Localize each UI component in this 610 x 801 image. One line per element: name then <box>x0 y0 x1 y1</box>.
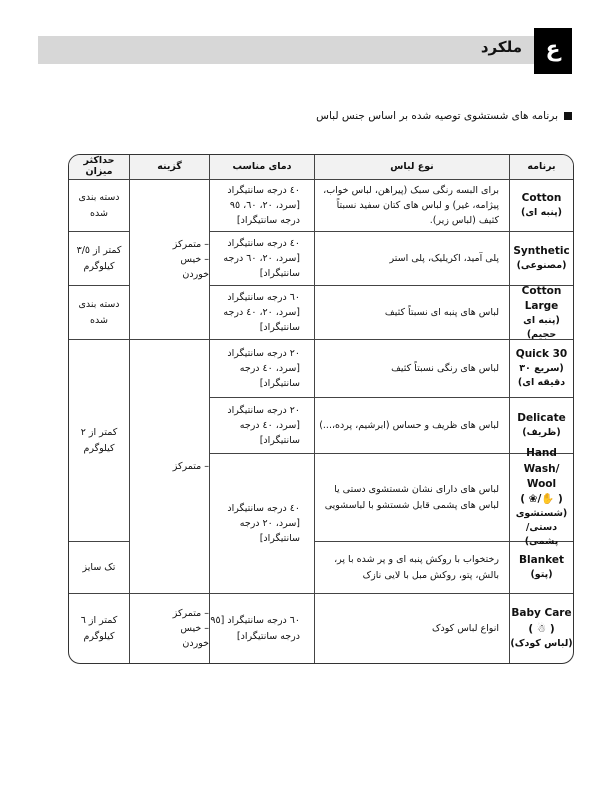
capacity: کمتر از ٢ کیلوگرم <box>80 427 118 454</box>
handwash-wool-icon: ( ✋/❀ ) <box>520 493 563 506</box>
fabric-type: لباس های پنبه ای نسبتاً کثیف <box>384 306 499 318</box>
program-name-fa: (سریع ٣٠ دقیقه ای) <box>517 363 566 389</box>
wash-program-table <box>68 154 574 664</box>
program-name-fa: (شستشوی دستی/ پشمی) <box>515 508 568 547</box>
program-blanket <box>510 542 573 593</box>
capacity: تک سایز <box>82 561 116 573</box>
program-name-en: Hand Wash/ Wool <box>523 447 560 490</box>
fabric-type: رختخواب با روکش پنبه ای و پر شده با پر، بالش، پتو، روکش مبل با لایی نازک <box>334 554 499 581</box>
program-name-en: Blanket <box>519 554 565 566</box>
temperature: ٢٠ درجه سانتیگراد [سرد، ٤٠ درجه سانتیگراد] <box>227 347 300 390</box>
fabric-type: لباس های دارای نشان شستشوی دستی یا لباس های پشمی قابل شستشو با لباسشویی <box>324 484 499 511</box>
program-name-fa: (مصنوعی) <box>516 260 567 272</box>
option-soak: – خیس خوردن <box>180 253 209 281</box>
program-name-en: Synthetic <box>513 245 570 257</box>
program-name-en: Cotton <box>521 192 562 204</box>
temperature: ٦٠ درجه سانتیگراد [سرد، ٢٠، ٤٠ درجه سانتیگراد] <box>223 291 300 334</box>
fabric-type: لباس های رنگی نسبتاً کثیف <box>391 362 499 374</box>
temperature: ٤٠ درجه سانتیگراد [سرد، ٢٠ درجه سانتیگراد] <box>227 502 300 545</box>
intro-line <box>316 110 572 122</box>
capacity: دسته بندی شده <box>78 192 120 219</box>
capacity: دسته بندی شده <box>78 299 120 326</box>
program-delicate <box>510 398 573 453</box>
fabric-type: لباس های ظریف و حساس (ابرشیم، پرده،...) <box>319 419 499 431</box>
temperature: ٦٠ درجه سانتیگراد [٩٥ درجه سانتیگراد] <box>210 615 300 642</box>
program-name-fa: (لباس کودک) <box>510 637 573 649</box>
fabric-type: انواع لباس کودک <box>432 622 499 634</box>
intro-text: برنامه های شستشوی توصیه شده بر اساس جنس لباس <box>316 110 558 122</box>
option-cell <box>130 594 209 663</box>
temperature: ٤٠ درجه سانتیگراد [سرد، ٢٠، ٦٠ درجه سانتیگراد] <box>223 237 300 280</box>
program-cotton <box>510 180 573 231</box>
section-letter-badge: ع <box>534 28 572 74</box>
col-header-temp: دمای مناسب <box>210 155 314 179</box>
capacity: کمتر از ۳/٥ کیلوگرم <box>76 245 122 272</box>
program-name-fa: (ظریف) <box>522 427 561 439</box>
program-quick-30 <box>510 340 573 397</box>
temperature: ٤٠ درجه سانتیگراد [سرد، ٢٠، ٦٠، ٩٥ درجه سانتیگراد] <box>227 184 300 227</box>
option-concentrated: – متمرکز <box>172 238 209 250</box>
square-bullet-icon <box>564 112 572 120</box>
option-soak: – خیس خوردن <box>180 622 209 650</box>
program-hand-wash-wool <box>510 447 573 547</box>
option-cell <box>130 180 209 339</box>
program-name-en: Delicate <box>517 412 566 424</box>
program-cotton-large <box>510 286 573 339</box>
program-synthetic <box>510 232 573 285</box>
program-name-en: Cotton Large <box>521 284 562 312</box>
col-header-program: برنامه <box>510 155 573 179</box>
col-header-option: گزینه <box>130 155 209 179</box>
capacity: کمتر از ٦ کیلوگرم <box>80 615 118 642</box>
program-name-fa: (پنبه ای حجیم) <box>523 314 560 340</box>
program-name-fa: (پنبه ای) <box>520 207 563 219</box>
program-name-en: Quick 30 <box>515 348 568 361</box>
col-header-capacity: حداکثر میزان <box>69 155 129 179</box>
program-name-fa: (پتو) <box>530 569 553 581</box>
option-concentrated: – متمرکز <box>172 460 209 472</box>
baby-care-icon: ( ☃ ) <box>528 622 555 635</box>
fabric-type: برای البسه رنگی سبک (پیراهن، لباس خواب، پیژامه، غیر) و لباس های کتان سفید نسبتاً کثیف (لباس زیر). <box>323 184 499 227</box>
temperature: ٢٠ درجه سانتیگراد [سرد، ٤٠ درجه سانتیگراد] <box>227 404 300 447</box>
program-baby-care <box>510 594 573 663</box>
col-header-type: نوع لباس <box>315 155 509 179</box>
program-name-en: Baby Care <box>511 607 572 620</box>
option-cell <box>130 340 209 593</box>
option-concentrated: – متمرکز <box>172 607 209 619</box>
page-title: ملکرد <box>480 38 522 56</box>
fabric-type: پلی آمید، اکریلیک، پلی استر <box>389 252 499 264</box>
